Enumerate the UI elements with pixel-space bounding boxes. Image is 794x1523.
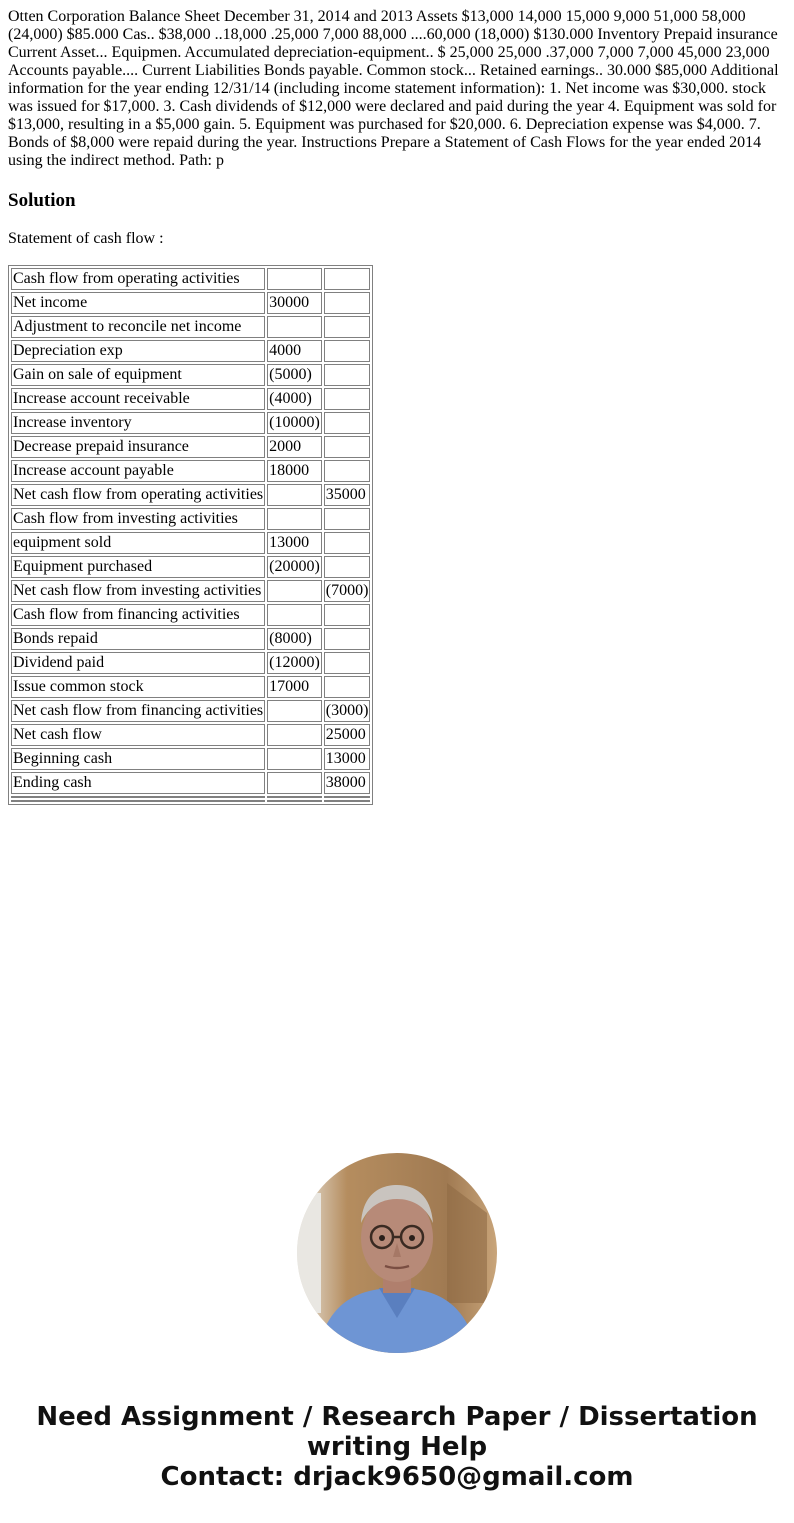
row-label: Decrease prepaid insurance	[11, 436, 265, 458]
table-row	[11, 268, 370, 290]
row-total: 13000	[324, 748, 371, 770]
table-row	[11, 484, 370, 506]
row-label: Gain on sale of equipment	[11, 364, 265, 386]
row-total	[324, 460, 371, 482]
row-total	[324, 676, 371, 698]
row-label: Net income	[11, 292, 265, 314]
table-row	[11, 532, 370, 554]
row-label: Dividend paid	[11, 652, 265, 674]
row-amount	[267, 484, 322, 506]
row-amount	[267, 772, 322, 794]
row-amount	[267, 724, 322, 746]
row-total	[324, 556, 371, 578]
row-label: equipment sold	[11, 532, 265, 554]
row-total	[324, 604, 371, 626]
row-amount: 17000	[267, 676, 322, 698]
table-row	[11, 412, 370, 434]
row-total	[324, 508, 371, 530]
row-label: Increase account receivable	[11, 388, 265, 410]
table-row	[11, 388, 370, 410]
row-label: Increase inventory	[11, 412, 265, 434]
table-row	[11, 292, 370, 314]
table-row	[11, 676, 370, 698]
row-amount	[267, 580, 322, 602]
contact-banner	[0, 1402, 794, 1492]
table-row	[11, 700, 370, 722]
row-total	[324, 316, 371, 338]
row-total: 25000	[324, 724, 371, 746]
row-amount	[267, 748, 322, 770]
empty-cell	[11, 796, 265, 798]
row-total	[324, 412, 371, 434]
row-amount: 30000	[267, 292, 322, 314]
row-amount	[267, 316, 322, 338]
row-total	[324, 628, 371, 650]
table-row	[11, 556, 370, 578]
table-row	[11, 604, 370, 626]
question-text: Otten Corporation Balance Sheet December 31, 2014 and 2013 Assets $13,000 14,000 15,000 9,000 51,000 58,000 (24,000) $85.000 Cas.. $38,000 ..18,000 .25,000 7,000 88,000 ....60,000 (18,000) $130.000 Inventory Prepaid insurance Current Asset... Equipmen. Accumulated depreciation-equipment.. $ 25,000 25,000 .37,000 7,000 7,000 45,000 23,000 Accounts payable.... Current Liabilities Bonds payable. Common stock... Retained earnings.. 30.000 $85,000 Additional information for the year ending 12/31/14 (including income statement information): 1. Net income was $30,000. stock was issued for $17,000. 3. Cash dividends of $12,000 were declared and paid during the year 4. Equipment was sold for $13,000, resulting in a $5,000 gain. 5. Equipment was purchased for $20,000. 6. Depreciation expense was $4,000. 7. Bonds of $8,000 were repaid during the year. Instructions Prepare a Statement of Cash Flows for the year ended 2014 using the indirect method. Path: p	[8, 8, 779, 169]
row-label: Increase account payable	[11, 460, 265, 482]
row-label: Equipment purchased	[11, 556, 265, 578]
row-total: (3000)	[324, 700, 371, 722]
empty-cell	[267, 800, 322, 802]
row-total	[324, 388, 371, 410]
row-amount: 13000	[267, 532, 322, 554]
empty-cell	[11, 800, 265, 802]
row-amount: 2000	[267, 436, 322, 458]
table-row	[11, 508, 370, 530]
row-total: 35000	[324, 484, 371, 506]
table-row	[11, 340, 370, 362]
avatar	[297, 1153, 497, 1353]
table-row	[11, 652, 370, 674]
row-amount	[267, 700, 322, 722]
row-total: 38000	[324, 772, 371, 794]
row-amount	[267, 268, 322, 290]
table-row	[11, 628, 370, 650]
cash-flow-table-body	[11, 268, 370, 802]
row-label: Bonds repaid	[11, 628, 265, 650]
row-label: Issue common stock	[11, 676, 265, 698]
cta-line-3: Contact: drjack9650@gmail.com	[160, 1462, 634, 1492]
row-amount: (10000)	[267, 412, 322, 434]
cash-flow-table	[8, 265, 373, 805]
empty-cell	[324, 796, 371, 798]
table-row	[11, 316, 370, 338]
table-row	[11, 748, 370, 770]
row-label: Net cash flow from financing activities	[11, 700, 265, 722]
solution-intro: Statement of cash flow :	[8, 230, 164, 247]
table-row	[11, 580, 370, 602]
cta-line-2: writing Help	[306, 1432, 488, 1462]
row-label: Net cash flow	[11, 724, 265, 746]
table-row	[11, 772, 370, 794]
row-total	[324, 652, 371, 674]
row-amount	[267, 604, 322, 626]
row-amount: (8000)	[267, 628, 322, 650]
row-total	[324, 436, 371, 458]
row-amount: (12000)	[267, 652, 322, 674]
table-row	[11, 724, 370, 746]
row-total	[324, 292, 371, 314]
table-row	[11, 436, 370, 458]
row-label: Depreciation exp	[11, 340, 265, 362]
empty-cell	[267, 796, 322, 798]
table-row-empty	[11, 800, 370, 802]
row-label: Net cash flow from investing activities	[11, 580, 265, 602]
row-label: Ending cash	[11, 772, 265, 794]
row-label: Net cash flow from operating activities	[11, 484, 265, 506]
table-row	[11, 460, 370, 482]
row-total	[324, 364, 371, 386]
solution-heading: Solution	[8, 190, 76, 211]
row-total	[324, 532, 371, 554]
row-amount: (20000)	[267, 556, 322, 578]
row-amount: 18000	[267, 460, 322, 482]
row-label: Beginning cash	[11, 748, 265, 770]
empty-cell	[324, 800, 371, 802]
row-amount: (5000)	[267, 364, 322, 386]
row-label: Cash flow from operating activities	[11, 268, 265, 290]
document-body	[8, 8, 786, 805]
cta-line-1: Need Assignment / Research Paper / Dissertation	[36, 1402, 758, 1432]
row-label: Cash flow from financing activities	[11, 604, 265, 626]
row-label: Adjustment to reconcile net income	[11, 316, 265, 338]
table-row	[11, 364, 370, 386]
row-amount: 4000	[267, 340, 322, 362]
row-label: Cash flow from investing activities	[11, 508, 265, 530]
row-total	[324, 268, 371, 290]
row-total	[324, 340, 371, 362]
tutor-photo	[297, 1153, 497, 1353]
table-row-empty	[11, 796, 370, 798]
row-total: (7000)	[324, 580, 371, 602]
row-amount: (4000)	[267, 388, 322, 410]
row-amount	[267, 508, 322, 530]
